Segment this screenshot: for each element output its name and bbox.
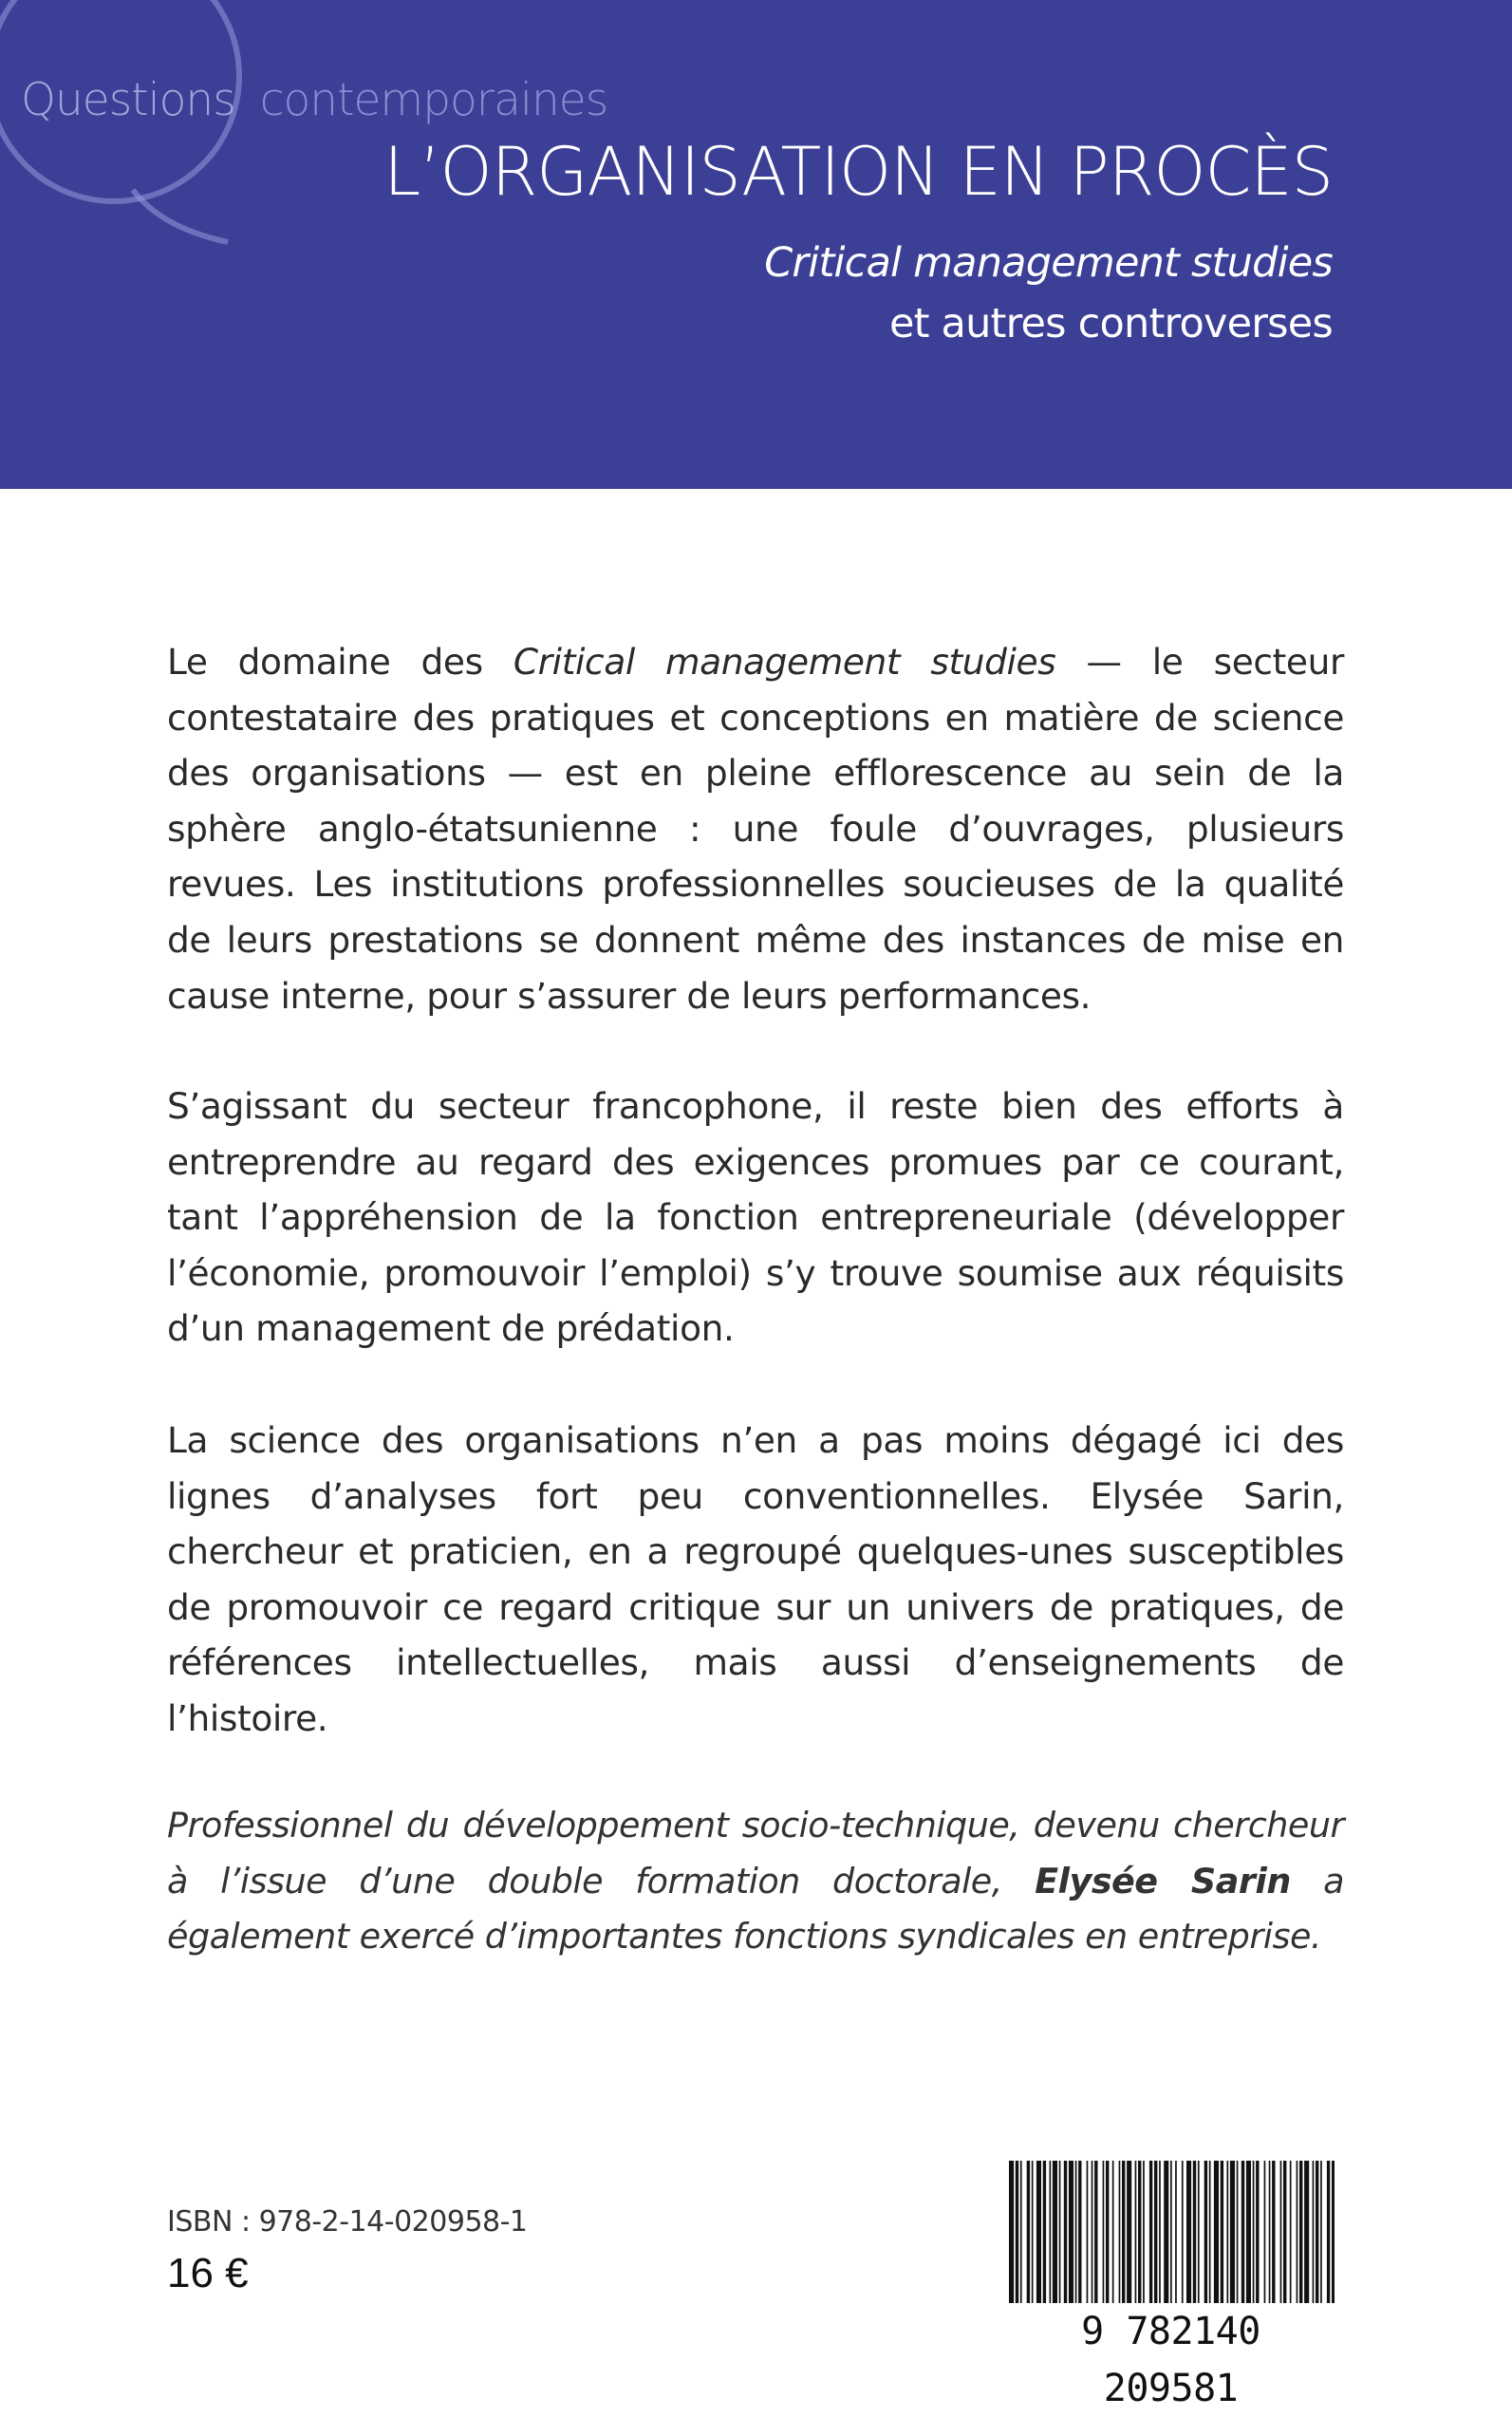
subtitle-line-2: et autres controverses: [888, 300, 1333, 347]
author-name: Elysée Sarin: [1035, 1860, 1291, 1902]
blurb-paragraph-3: La science des organisations n’en a pas moins dégagé ici des lignes d’analyses fort peu conventionnelles. Elysée Sarin, chercheur et praticien, en a regroupé quelques-unes susceptibles de promouvoir ce regard critique sur un univers de pratiques, de références intellectuelles, mais aussi d’enseignements de l’histoire.: [167, 1419, 1344, 1739]
blurb-p1-end: — le secteur contestataire des pratiques et conceptions en matière de science des organisations — est en pleine efflorescence au sein de la sphère anglo-étatsunienne : une foule d’ouvrages, plusieurs revues. Les institutions professionnelles soucieuses de la qualité de leurs prestations se donnent même des instances de mise en cause interne, pour s’assurer de leurs performances.: [167, 641, 1344, 1017]
book-subtitle: [764, 233, 1333, 354]
series-word-2: contemporaines: [259, 74, 608, 126]
blurb-paragraph-2: S’agissant du secteur francophone, il reste bien des efforts à entreprendre au regard des exigences promues par ce courant, tant l’appréhension de la fonction entrepreneuriale (développer l’économie, promouvoir l’emploi) s’y trouve soumise aux réquisits d’un management de prédation.: [167, 1085, 1344, 1350]
barcode-digits: 9 782140 209581: [1007, 2303, 1335, 2360]
isbn-text: ISBN : 978-2-14-020958-1: [167, 2205, 528, 2239]
author-bio-start: Professionnel du développement socio-technique, devenu chercheur à l’issue d’une double formation doctorale,: [167, 1805, 1344, 1902]
subtitle-line-1: Critical management studies: [764, 239, 1333, 287]
blurb-p1-start: Le domaine des: [167, 641, 513, 683]
blurb-p1-italic: Critical management studies: [513, 641, 1056, 683]
blurb-paragraph-1: [167, 634, 1344, 1023]
author-bio-end: a également exercé d’importantes fonctions syndicales en entreprise.: [167, 1860, 1344, 1957]
barcode: [1007, 2161, 1335, 2410]
price-text: 16 €: [167, 2250, 249, 2296]
author-bio: [167, 1798, 1344, 1965]
cover-header-band: [0, 0, 1512, 489]
series-word-1: Questions: [21, 74, 235, 126]
series-label: [21, 74, 607, 126]
book-title: L’ORGANISATION EN PROCÈS: [383, 133, 1333, 211]
